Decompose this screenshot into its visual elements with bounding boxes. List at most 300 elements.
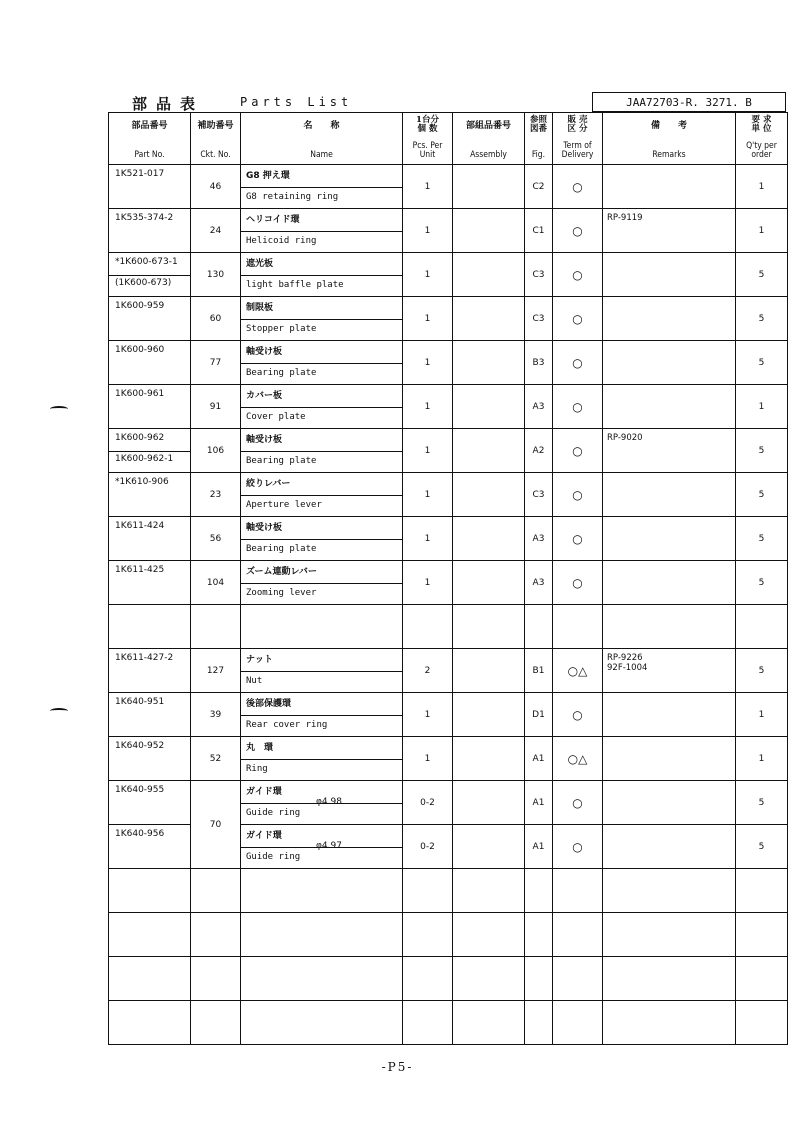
cell-qty-per-order: 5	[736, 429, 788, 473]
cell-remarks	[603, 209, 736, 253]
cell-pcs-per-unit: 0-2	[403, 781, 453, 825]
cell-term-of-delivery: ○	[553, 209, 603, 253]
cell-remarks	[603, 473, 736, 517]
cell-pcs-per-unit: 1	[403, 517, 453, 561]
part-number: 1K600-959	[115, 301, 165, 311]
column-header-remarks	[603, 113, 736, 165]
cell-fig: C3	[525, 473, 553, 517]
cell-assembly	[453, 385, 525, 429]
cell-part-no	[109, 253, 191, 297]
cell-ckt-no	[191, 1001, 241, 1045]
cell-assembly	[453, 781, 525, 825]
cell-divider	[109, 451, 190, 452]
cell-term-of-delivery: ○	[553, 693, 603, 737]
column-header-jp: 部組品番号	[465, 121, 511, 131]
cell-divider	[241, 583, 402, 584]
cell-ckt-no: 130	[191, 253, 241, 297]
cell-term-of-delivery	[553, 913, 603, 957]
part-number: 1K640-956	[115, 829, 165, 839]
name-en: Bearing plate	[246, 544, 317, 554]
cell-term-of-delivery: ○	[553, 253, 603, 297]
cell-part-no	[109, 473, 191, 517]
column-header-pcs-per-unit	[403, 113, 453, 165]
cell-fig	[525, 1001, 553, 1045]
cell-ckt-no: 39	[191, 693, 241, 737]
part-number: 1K600-962	[115, 433, 165, 443]
cell-fig: A3	[525, 561, 553, 605]
cell-remarks	[603, 517, 736, 561]
part-number: *1K600-673-1	[115, 257, 178, 267]
name-jp: カバー板	[246, 391, 283, 401]
table-row	[109, 649, 788, 693]
cell-divider	[109, 275, 190, 276]
cell-part-no	[109, 693, 191, 737]
cell-ckt-no	[191, 869, 241, 913]
cell-qty-per-order: 5	[736, 825, 788, 869]
cell-part-no	[109, 957, 191, 1001]
cell-ckt-no: 52	[191, 737, 241, 781]
cell-assembly	[453, 429, 525, 473]
cell-divider	[241, 539, 402, 540]
cell-qty-per-order: 5	[736, 253, 788, 297]
name-en: Cover plate	[246, 412, 306, 422]
cell-remarks	[603, 693, 736, 737]
cell-fig: C1	[525, 209, 553, 253]
name-en: Nut	[246, 676, 263, 686]
column-header-en: Ckt. No.	[200, 150, 231, 160]
column-header-qty-per-order	[736, 113, 788, 165]
cell-assembly	[453, 825, 525, 869]
cell-qty-per-order	[736, 869, 788, 913]
name-en: Guide ring	[246, 808, 301, 818]
table-row	[109, 297, 788, 341]
dimension: φ4.98	[316, 797, 342, 807]
table-row	[109, 913, 788, 957]
name-jp: ズーム連動レバー	[246, 567, 317, 577]
part-number-alt: (1K600-673)	[115, 278, 172, 288]
cell-fig: C2	[525, 165, 553, 209]
cell-ckt-no	[191, 605, 241, 649]
column-header-jp: 1台分 個 数	[416, 115, 439, 134]
cell-pcs-per-unit: 1	[403, 429, 453, 473]
cell-qty-per-order: 5	[736, 297, 788, 341]
cell-term-of-delivery: ○	[553, 385, 603, 429]
column-header-jp: 補助番号	[197, 121, 234, 131]
table-row	[109, 781, 788, 825]
cell-fig: A3	[525, 385, 553, 429]
cell-term-of-delivery: ○	[553, 341, 603, 385]
cell-ckt-no: 104	[191, 561, 241, 605]
cell-divider	[241, 187, 402, 188]
cell-remarks	[603, 165, 736, 209]
cell-name	[241, 913, 403, 957]
cell-ckt-no: 60	[191, 297, 241, 341]
cell-term-of-delivery: ○	[553, 517, 603, 561]
cell-part-no	[109, 517, 191, 561]
cell-assembly	[453, 693, 525, 737]
cell-remarks	[603, 825, 736, 869]
cell-pcs-per-unit: 0-2	[403, 825, 453, 869]
cell-part-no	[109, 913, 191, 957]
cell-qty-per-order: 5	[736, 517, 788, 561]
cell-name	[241, 825, 403, 869]
cell-pcs-per-unit: 1	[403, 473, 453, 517]
cell-fig	[525, 869, 553, 913]
cell-part-no	[109, 869, 191, 913]
name-en: Guide ring	[246, 852, 301, 862]
column-header-en: Q'ty per order	[746, 141, 777, 160]
cell-name	[241, 253, 403, 297]
cell-divider	[241, 319, 402, 320]
cell-divider	[241, 363, 402, 364]
column-header-name	[241, 113, 403, 165]
column-header-jp: 参照 図番	[529, 115, 547, 134]
document-number: JAA72703-R. 3271. B	[592, 92, 786, 112]
column-header-jp: 備 考	[650, 121, 687, 131]
cell-ckt-no	[191, 957, 241, 1001]
column-header-jp: 部品番号	[131, 121, 168, 131]
part-number: 1K640-952	[115, 741, 165, 751]
cell-fig: A3	[525, 517, 553, 561]
name-jp: ナット	[246, 655, 273, 665]
name-en: G8 retaining ring	[246, 192, 339, 202]
cell-pcs-per-unit: 1	[403, 165, 453, 209]
part-number: 1K600-961	[115, 389, 165, 399]
name-en: Aperture lever	[246, 500, 322, 510]
cell-name	[241, 297, 403, 341]
cell-part-no	[109, 209, 191, 253]
name-en: light baffle plate	[246, 280, 344, 290]
column-header-jp: 名 称	[303, 121, 340, 131]
cell-ckt-no: 77	[191, 341, 241, 385]
page-number: -P5-	[381, 1060, 414, 1074]
cell-fig: A1	[525, 737, 553, 781]
cell-ckt-no: 23	[191, 473, 241, 517]
cell-term-of-delivery: ○	[553, 781, 603, 825]
cell-qty-per-order: 5	[736, 473, 788, 517]
cell-divider	[241, 231, 402, 232]
cell-assembly	[453, 649, 525, 693]
cell-name	[241, 209, 403, 253]
cell-assembly	[453, 297, 525, 341]
cell-pcs-per-unit	[403, 605, 453, 649]
cell-pcs-per-unit	[403, 1001, 453, 1045]
name-jp: 軸受け板	[246, 523, 283, 533]
table-row	[109, 517, 788, 561]
cell-remarks	[603, 429, 736, 473]
cell-name	[241, 165, 403, 209]
cell-pcs-per-unit: 1	[403, 737, 453, 781]
cell-assembly	[453, 341, 525, 385]
cell-pcs-per-unit: 1	[403, 253, 453, 297]
cell-name	[241, 781, 403, 825]
cell-pcs-per-unit: 2	[403, 649, 453, 693]
table-row	[109, 253, 788, 297]
cell-divider	[241, 451, 402, 452]
cell-ckt-no	[191, 913, 241, 957]
cell-remarks	[603, 649, 736, 693]
cell-divider	[241, 275, 402, 276]
name-en: Bearing plate	[246, 456, 317, 466]
table-row	[109, 209, 788, 253]
cell-remarks	[603, 1001, 736, 1045]
cell-assembly	[453, 209, 525, 253]
cell-qty-per-order: 5	[736, 781, 788, 825]
cell-ckt-no: 24	[191, 209, 241, 253]
cell-name	[241, 649, 403, 693]
table-row	[109, 605, 788, 649]
column-header-en: Pcs. Per Unit	[412, 141, 443, 160]
binding-mark	[50, 708, 68, 714]
cell-part-no	[109, 341, 191, 385]
cell-fig: A1	[525, 825, 553, 869]
part-number: 1K600-960	[115, 345, 165, 355]
table-row	[109, 737, 788, 781]
title-jp: 部品表	[132, 95, 205, 113]
cell-remarks	[603, 253, 736, 297]
cell-fig: D1	[525, 693, 553, 737]
column-header-en: Name	[310, 150, 333, 160]
cell-remarks	[603, 297, 736, 341]
cell-name	[241, 957, 403, 1001]
cell-remarks	[603, 385, 736, 429]
cell-assembly	[453, 253, 525, 297]
table-row	[109, 869, 788, 913]
part-number: *1K610-906	[115, 477, 169, 487]
table-row	[109, 385, 788, 429]
remarks-line-1: RP-9020	[607, 433, 643, 443]
name-jp: 丸 環	[246, 743, 274, 753]
cell-divider	[241, 495, 402, 496]
cell-ckt-no: 46	[191, 165, 241, 209]
cell-assembly	[453, 561, 525, 605]
name-en: Stopper plate	[246, 324, 317, 334]
cell-assembly	[453, 869, 525, 913]
cell-pcs-per-unit: 1	[403, 561, 453, 605]
cell-part-no	[109, 825, 191, 869]
column-header-en: Part No.	[134, 150, 165, 160]
cell-term-of-delivery: ○	[553, 165, 603, 209]
table-row	[109, 473, 788, 517]
cell-assembly	[453, 737, 525, 781]
cell-part-no	[109, 1001, 191, 1045]
cell-fig: C3	[525, 253, 553, 297]
name-en: Ring	[246, 764, 268, 774]
binding-mark	[50, 406, 68, 412]
column-header-fig	[525, 113, 553, 165]
cell-name	[241, 429, 403, 473]
cell-fig: C3	[525, 297, 553, 341]
cell-pcs-per-unit	[403, 869, 453, 913]
cell-name	[241, 517, 403, 561]
name-en: Helicoid ring	[246, 236, 317, 246]
name-jp: G8 押え環	[246, 171, 290, 181]
cell-qty-per-order: 1	[736, 737, 788, 781]
column-header-jp: 要 求 単 位	[751, 115, 772, 134]
cell-name	[241, 473, 403, 517]
column-header-ckt-no	[191, 113, 241, 165]
remarks-line-2: 92F-1004	[607, 663, 648, 673]
column-header-jp: 販 売 区 分	[567, 115, 588, 134]
cell-fig: B3	[525, 341, 553, 385]
cell-qty-per-order: 5	[736, 341, 788, 385]
cell-remarks	[603, 869, 736, 913]
cell-name	[241, 869, 403, 913]
cell-assembly	[453, 913, 525, 957]
cell-part-no	[109, 605, 191, 649]
part-number: 1K521-017	[115, 169, 165, 179]
cell-part-no	[109, 165, 191, 209]
parts-table	[108, 112, 788, 1045]
table-row	[109, 429, 788, 473]
cell-part-no	[109, 561, 191, 605]
cell-qty-per-order: 1	[736, 693, 788, 737]
cell-pcs-per-unit: 1	[403, 297, 453, 341]
cell-assembly	[453, 605, 525, 649]
cell-fig	[525, 605, 553, 649]
cell-ckt-no: 70	[191, 781, 241, 869]
name-en: Bearing plate	[246, 368, 317, 378]
cell-name	[241, 385, 403, 429]
cell-qty-per-order	[736, 913, 788, 957]
cell-term-of-delivery	[553, 605, 603, 649]
cell-qty-per-order	[736, 605, 788, 649]
name-jp: ガイド環	[246, 831, 282, 841]
cell-divider	[241, 715, 402, 716]
name-jp: 絞りレバー	[246, 479, 291, 489]
cell-remarks	[603, 605, 736, 649]
name-jp: 軸受け板	[246, 347, 283, 357]
name-jp: 後部保護環	[246, 699, 292, 709]
cell-divider	[241, 671, 402, 672]
cell-ckt-no: 127	[191, 649, 241, 693]
column-header-en: Assembly	[470, 150, 507, 160]
cell-pcs-per-unit: 1	[403, 693, 453, 737]
cell-part-no	[109, 297, 191, 341]
cell-assembly	[453, 957, 525, 1001]
name-jp: ガイド環	[246, 787, 282, 797]
cell-pcs-per-unit	[403, 913, 453, 957]
column-header-en: Term of Delivery	[561, 141, 594, 160]
title-en: Parts List	[240, 95, 353, 109]
table-body	[109, 165, 788, 1045]
cell-term-of-delivery	[553, 1001, 603, 1045]
name-en: Zooming lever	[246, 588, 317, 598]
cell-term-of-delivery: ○	[553, 561, 603, 605]
column-header-assembly	[453, 113, 525, 165]
name-jp: 軸受け板	[246, 435, 283, 445]
name-en: Rear cover ring	[246, 720, 328, 730]
cell-remarks	[603, 913, 736, 957]
part-number: 1K640-955	[115, 785, 165, 795]
cell-ckt-no: 91	[191, 385, 241, 429]
cell-name	[241, 1001, 403, 1045]
cell-term-of-delivery: ○△	[553, 649, 603, 693]
cell-term-of-delivery: ○	[553, 297, 603, 341]
cell-term-of-delivery: ○△	[553, 737, 603, 781]
name-jp: 遮光板	[246, 259, 274, 269]
cell-name	[241, 561, 403, 605]
dimension: φ4.97	[316, 841, 342, 851]
cell-assembly	[453, 517, 525, 561]
cell-term-of-delivery: ○	[553, 473, 603, 517]
cell-remarks	[603, 781, 736, 825]
cell-fig: A2	[525, 429, 553, 473]
cell-name	[241, 737, 403, 781]
cell-qty-per-order: 5	[736, 649, 788, 693]
cell-name	[241, 341, 403, 385]
cell-part-no	[109, 781, 191, 825]
table-row	[109, 341, 788, 385]
cell-qty-per-order: 1	[736, 385, 788, 429]
header-row	[109, 113, 788, 165]
cell-part-no	[109, 429, 191, 473]
cell-fig	[525, 957, 553, 1001]
part-number: 1K535-374-2	[115, 213, 174, 223]
cell-pcs-per-unit: 1	[403, 385, 453, 429]
cell-term-of-delivery: ○	[553, 429, 603, 473]
cell-pcs-per-unit: 1	[403, 209, 453, 253]
column-header-en: Remarks	[652, 150, 686, 160]
table-row	[109, 957, 788, 1001]
cell-qty-per-order	[736, 1001, 788, 1045]
cell-fig: B1	[525, 649, 553, 693]
part-number-alt: 1K600-962-1	[115, 454, 174, 464]
table-row	[109, 165, 788, 209]
cell-ckt-no: 56	[191, 517, 241, 561]
cell-assembly	[453, 473, 525, 517]
column-header-part-no	[109, 113, 191, 165]
remarks-line-1: RP-9119	[607, 213, 643, 223]
cell-remarks	[603, 561, 736, 605]
cell-remarks	[603, 341, 736, 385]
cell-term-of-delivery	[553, 957, 603, 1001]
name-jp: ヘリコイド環	[246, 215, 300, 225]
cell-qty-per-order: 1	[736, 209, 788, 253]
table-row	[109, 561, 788, 605]
cell-assembly	[453, 165, 525, 209]
column-header-term-of-delivery	[553, 113, 603, 165]
cell-assembly	[453, 1001, 525, 1045]
cell-qty-per-order: 1	[736, 165, 788, 209]
cell-divider	[241, 407, 402, 408]
cell-part-no	[109, 737, 191, 781]
cell-fig: A1	[525, 781, 553, 825]
column-header-en: Fig.	[531, 150, 546, 160]
cell-term-of-delivery	[553, 869, 603, 913]
cell-divider	[241, 759, 402, 760]
cell-part-no	[109, 385, 191, 429]
part-number: 1K640-951	[115, 697, 165, 707]
table-row	[109, 693, 788, 737]
cell-name	[241, 605, 403, 649]
cell-fig	[525, 913, 553, 957]
cell-pcs-per-unit: 1	[403, 341, 453, 385]
cell-ckt-no: 106	[191, 429, 241, 473]
cell-part-no	[109, 649, 191, 693]
part-number: 1K611-427-2	[115, 653, 174, 663]
cell-term-of-delivery: ○	[553, 825, 603, 869]
cell-remarks	[603, 737, 736, 781]
cell-pcs-per-unit	[403, 957, 453, 1001]
part-number: 1K611-424	[115, 521, 165, 531]
part-number: 1K611-425	[115, 565, 165, 575]
table-row	[109, 1001, 788, 1045]
name-jp: 制限板	[246, 303, 274, 313]
cell-qty-per-order: 5	[736, 561, 788, 605]
cell-remarks	[603, 957, 736, 1001]
cell-name	[241, 693, 403, 737]
